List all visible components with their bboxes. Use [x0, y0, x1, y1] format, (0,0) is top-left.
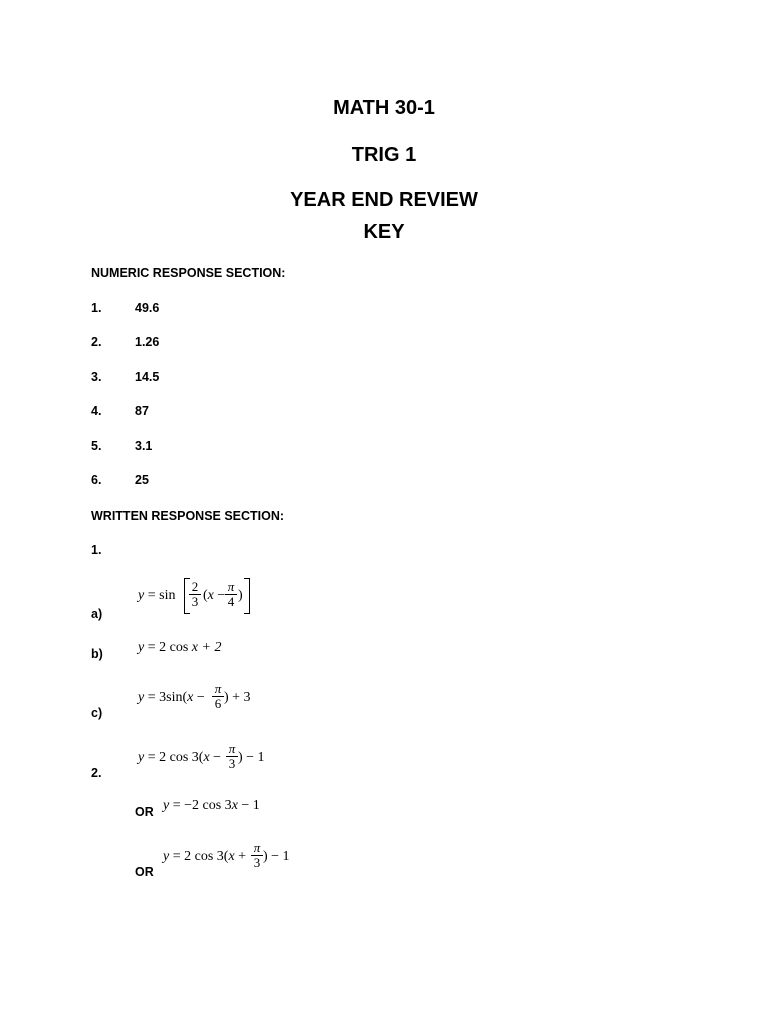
unit-title: TRIG 1: [351, 144, 417, 166]
course-title: MATH 30-1: [333, 97, 435, 119]
numeric-item-number: 6.: [91, 473, 102, 487]
part-b-label: b): [91, 647, 103, 661]
numeric-item-answer: 87: [135, 404, 149, 418]
var-x: x: [207, 588, 214, 603]
numeric-item-number: 2.: [91, 335, 102, 349]
open-paren: (: [203, 588, 208, 603]
numeric-item-number: 4.: [91, 404, 102, 418]
or-label: OR: [135, 865, 154, 879]
key-title: KEY: [363, 221, 405, 243]
equation-1b: y = 2 cos x + 2: [138, 640, 222, 655]
var-y: y: [138, 588, 145, 603]
sin-function: sin: [159, 588, 176, 603]
numeric-item-number: 3.: [91, 370, 102, 384]
fraction-pi-over-4: $\frac{\pi}{4}$: [225, 580, 237, 609]
fraction-pi-over-3: $\frac{\pi}{3}$: [251, 841, 263, 870]
numeric-item-answer: 25: [135, 473, 149, 487]
numeric-item-answer: 1.26: [135, 335, 160, 349]
part-c-label: c): [91, 706, 103, 720]
close-paren: ): [238, 588, 243, 603]
review-title: YEAR END REVIEW: [290, 189, 478, 211]
numeric-item-answer: 14.5: [135, 370, 160, 384]
question-1-label: 1.: [91, 543, 102, 557]
numeric-item-answer: 3.1: [135, 439, 153, 453]
written-section-heading: WRITTEN RESPONSE SECTION:: [91, 509, 285, 523]
numeric-section-heading: NUMERIC RESPONSE SECTION:: [91, 266, 286, 280]
minus-sign: −: [213, 588, 226, 603]
numeric-item-answer: 49.6: [135, 301, 160, 315]
right-bracket: [244, 578, 250, 614]
part-a-label: a): [91, 607, 103, 621]
equation-2b: y = −2 cos 3x − 1: [163, 798, 260, 813]
question-2-label: 2.: [91, 766, 102, 780]
or-label: OR: [135, 805, 154, 819]
fraction-two-thirds: $\frac{2}{3}$: [189, 580, 201, 609]
equals-sign: =: [147, 588, 156, 603]
numeric-item-number: 5.: [91, 439, 102, 453]
fraction-pi-over-3: $\frac{\pi}{3}$: [226, 742, 238, 771]
numeric-item-number: 1.: [91, 301, 102, 315]
fraction-pi-over-6: $\frac{\pi}{6}$: [212, 682, 224, 711]
